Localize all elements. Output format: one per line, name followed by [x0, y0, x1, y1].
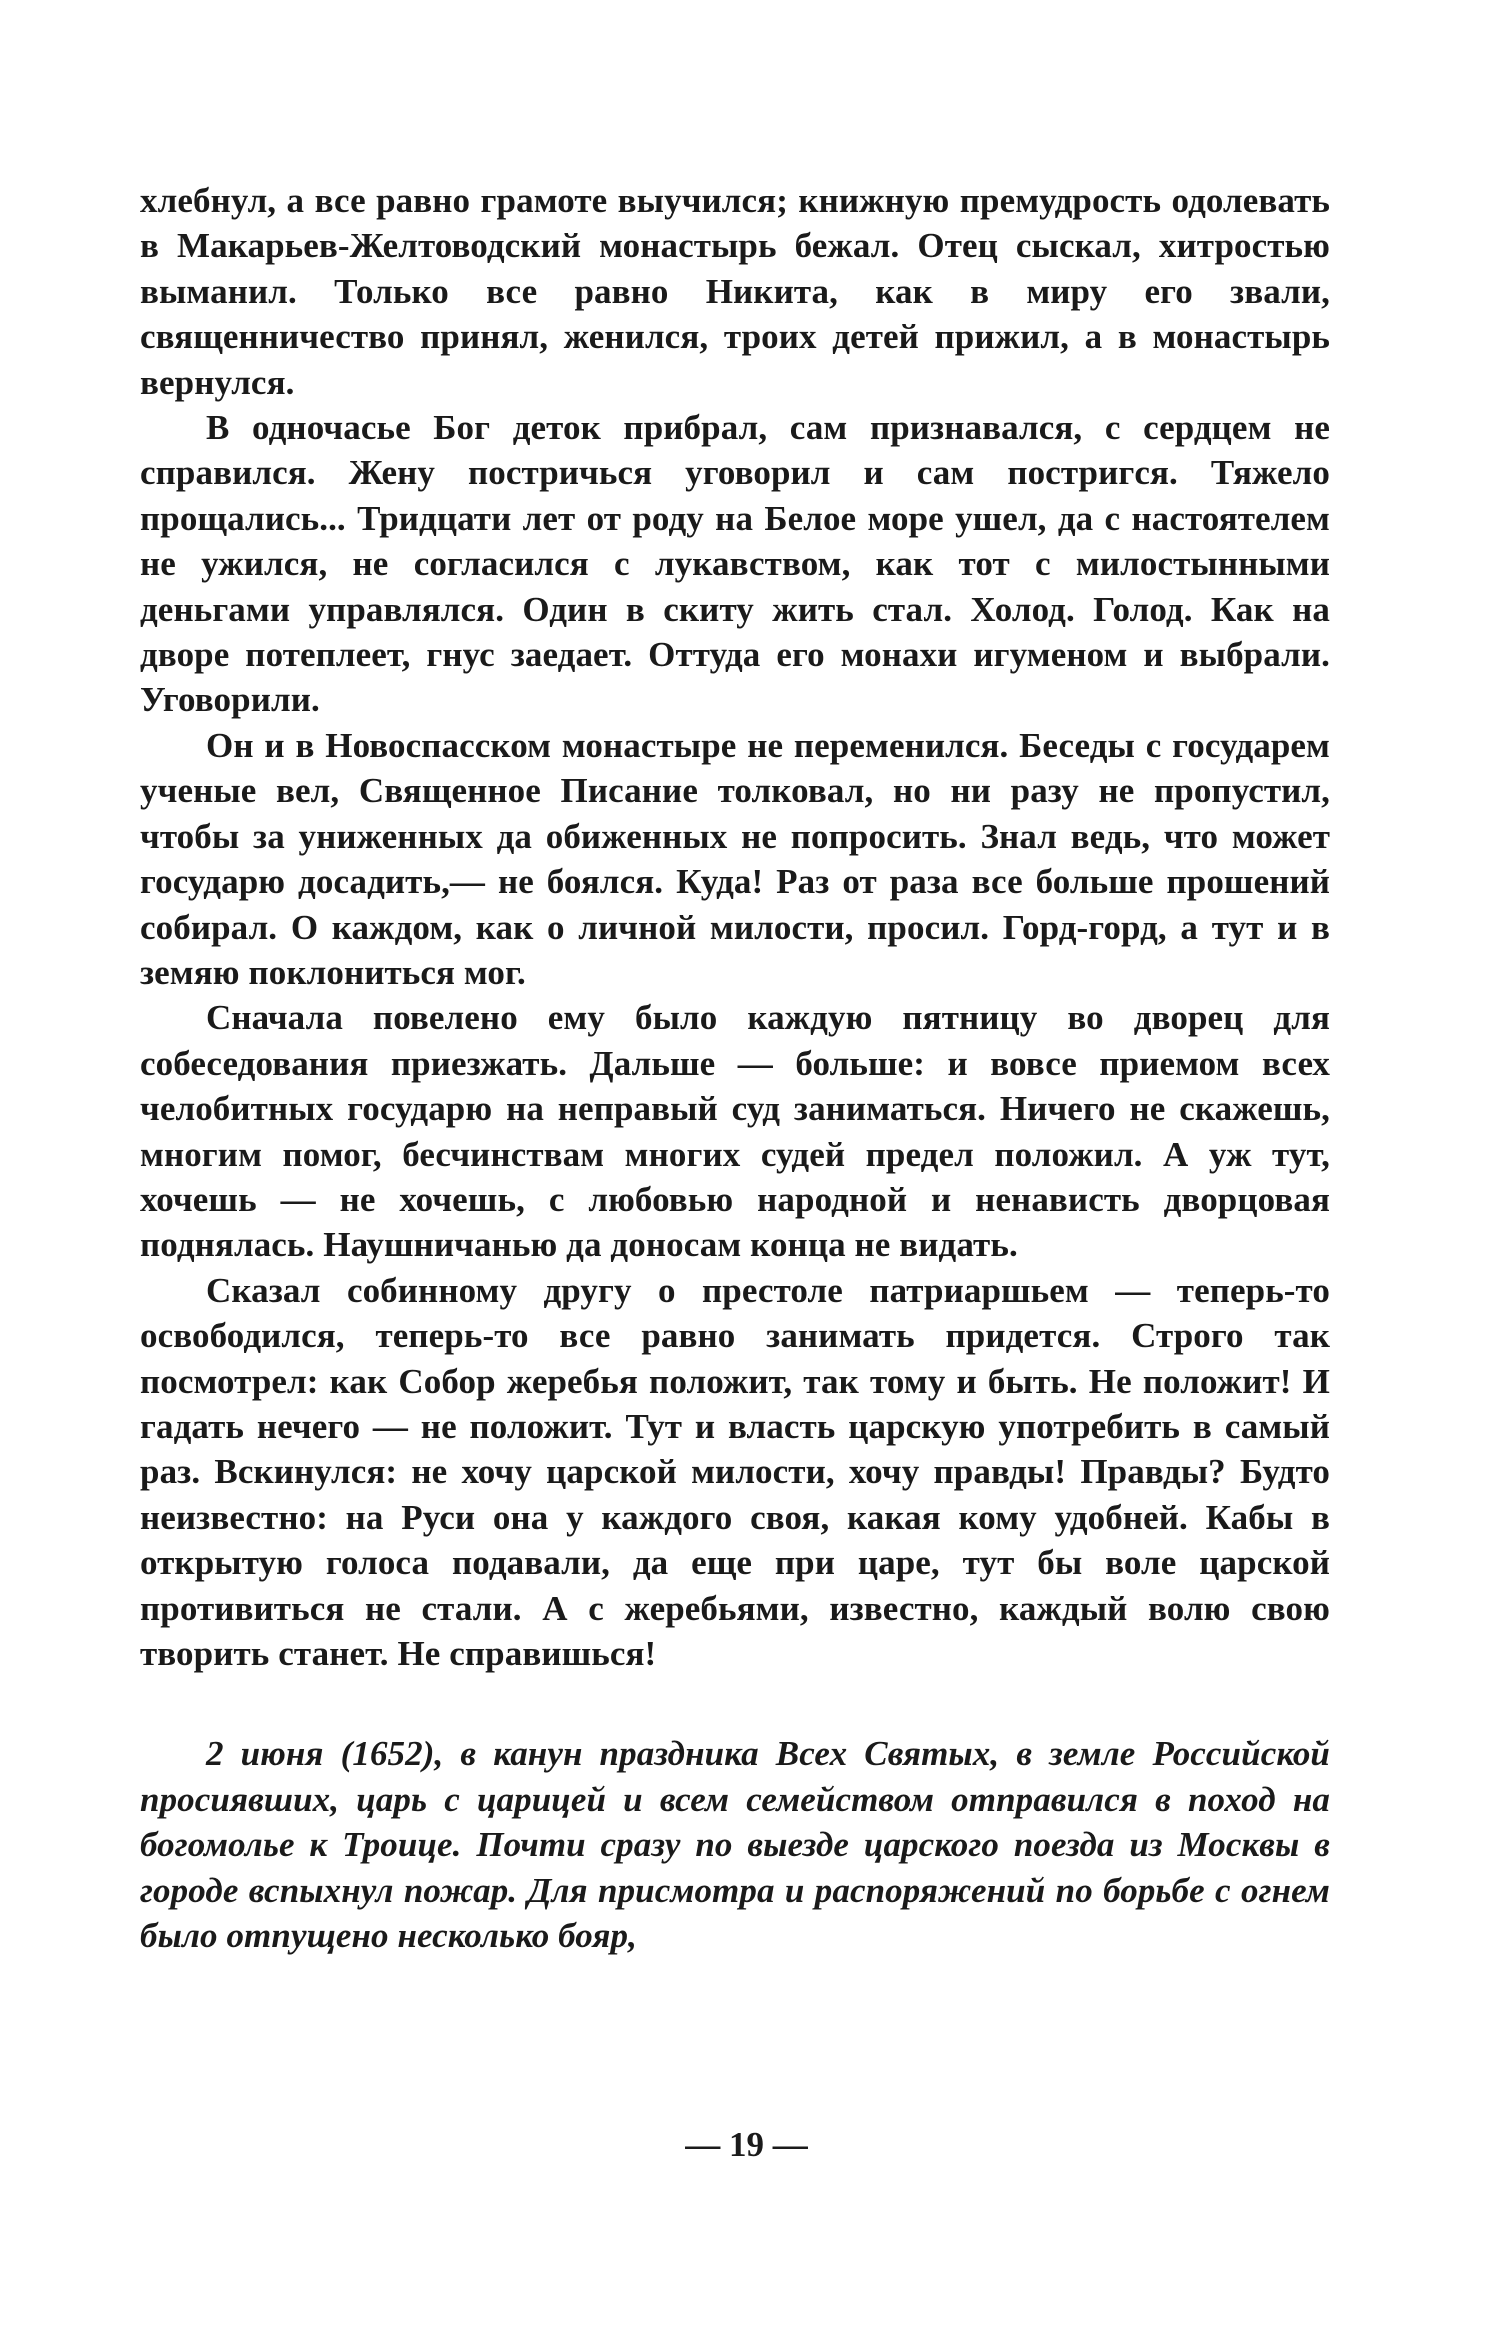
paragraph-2: В одночасье Бог деток прибрал, сам признавался, с сердцем не справился. Жену постричься уговорил и сам постригся. Тяжело прощались... Тридцати лет от роду на Белое море ушел, да с настоятелем не ужился, не согласился с лукавством, как тот с милостынными деньгами управлялся. Один в скиту жить стал. Холод. Голод. Как на дворе потеплеет, гнус заедает. Оттуда его монахи игуменом и выбрали. Уговорили. — [140, 408, 1330, 720]
paragraph-4: Сначала повелено ему было каждую пятницу во дворец для собеседования приезжать. Дальше — больше: и вовсе приемом всех челобитных государю на неправый суд заниматься. Ничего не скажешь, многим помог, бесчинствам многих судей предел положил. А уж тут, хочешь — не хочешь, с любовью народной и ненависть дворцовая поднялась. Наушничанью да доносам конца не видать. — [140, 998, 1330, 1265]
page-number: — 19 — — [685, 2125, 808, 2164]
page-body — [140, 178, 1330, 1958]
italic-paragraph: 2 июня (1652), в канун праздника Всех Святых, в земле Российской просиявших, царь с царицей и всем семейством отправился в поход на богомолье к Троице. Почти сразу по выезде царского поезда из Москвы в городе вспыхнул пожар. Для присмотра и распоряжений по борьбе с огнем было отпущено несколько бояр, — [140, 1734, 1330, 1956]
paragraph-1: хлебнул, а все равно грамоте выучился; книжную премудрость одолевать в Макарьев-Желтоводский монастырь бежал. Отец сыскал, хитростью выманил. Только все равно Никита, как в миру его звали, священничество принял, женился, троих детей прижил, а в монастырь вернулся. — [140, 181, 1330, 402]
paragraph-5: Сказал собинному другу о престоле патриаршьем — теперь-то освободился, теперь-то все равно занимать придется. Строго так посмотрел: как Собор жеребья положит, так тому и быть. Не положит! И гадать нечего — не положит. Тут и власть царскую употребить в самый раз. Вскинулся: не хочу царской милости, хочу правды! Правды? Будто неизвестно: на Руси она у каждого своя, какая кому удобней. Кабы в открытую голоса подавали, да еще при царе, тут бы воле царской противиться не стали. А с жеребьями, известно, каждый волю свою творить станет. Не справишься! — [140, 1270, 1330, 1673]
paragraph-3: Он и в Новоспасском монастыре не переменился. Беседы с государем ученые вел, Священное Писание толковал, но ни разу не пропустил, чтобы за униженных да обиженных не попросить. Знал ведь, что может государю досадить,— не боялся. Куда! Раз от раза все больше прошений собирал. О каждом, как о личной милости, просил. Горд-горд, а тут и в земяю поклониться мог. — [140, 725, 1330, 992]
